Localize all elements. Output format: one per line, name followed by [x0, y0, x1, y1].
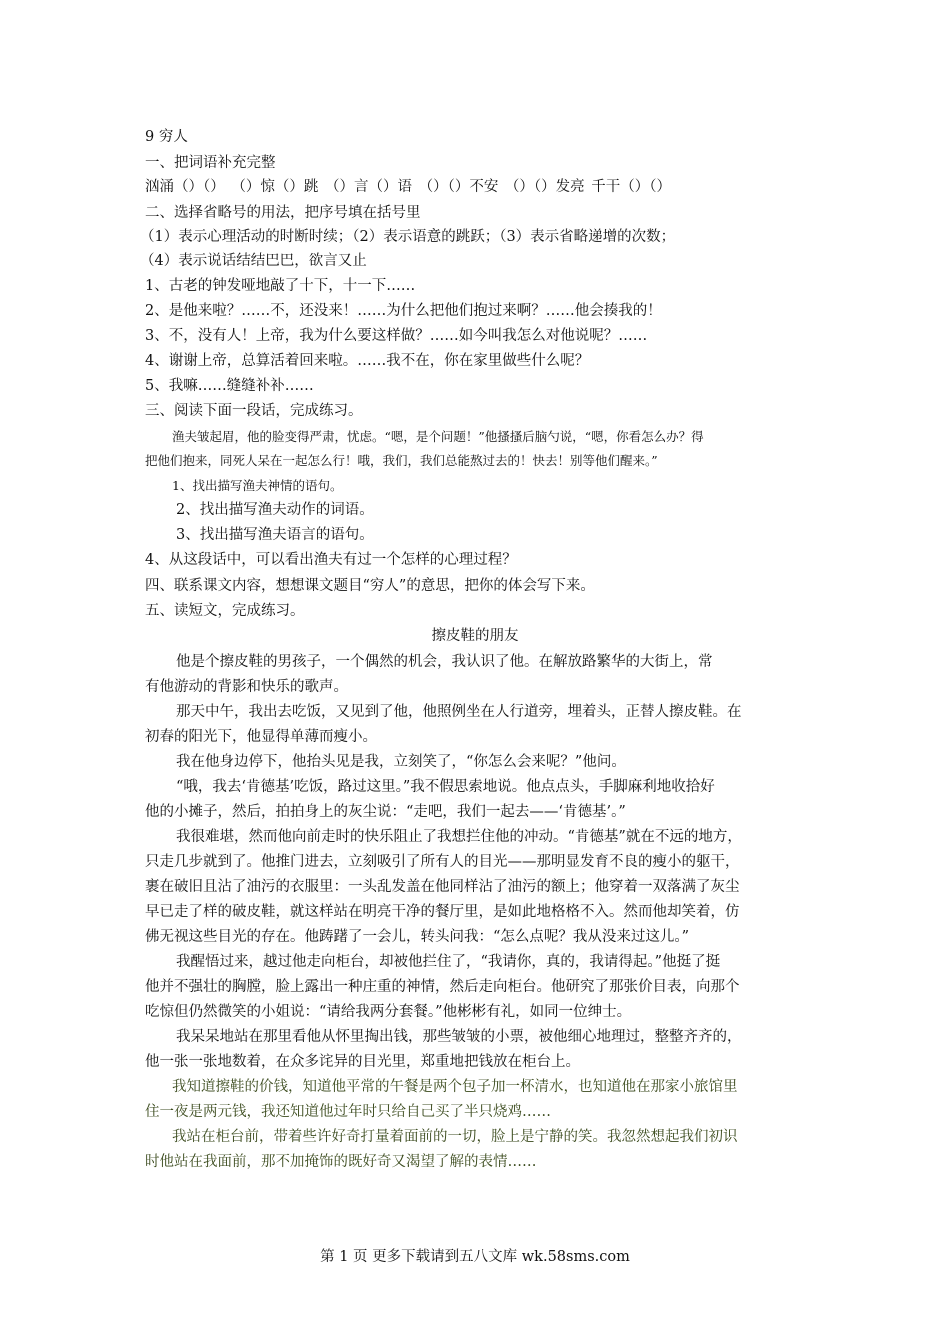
section2-question-1: 1、古老的钟发哑地敲了十下，十一下……	[145, 278, 416, 294]
story-line: 住一夜是两元钱，我还知道他过年时只给自己买了半只烧鸡……	[145, 1104, 551, 1120]
story-line: “哦，我去‘肯德基’吃饭，路过这里。”我不假思索地说。他点点头，手脚麻利地收拾好	[176, 779, 715, 795]
section3-question-3: 3、找出描写渔夫语言的语句。	[176, 527, 374, 543]
story-line: 时他站在我面前，那不加掩饰的既好奇又渴望了解的表情……	[145, 1154, 537, 1170]
section1-items: 汹涌（）（） （）惊（）跳 （）言（）语 （）（）不安 （）（）发亮 千干（）（）	[145, 179, 672, 195]
story-line: 初春的阳光下，他显得单薄而瘦小。	[145, 729, 377, 745]
section2-options-2: （4）表示说话结结巴巴，欲言又止	[140, 253, 367, 269]
section3-question-2: 2、找出描写渔夫动作的词语。	[176, 502, 374, 518]
story-line: 早已走了样的破皮鞋，就这样站在明亮干净的餐厅里，是如此地格格不入。然而他却笑着，仿	[145, 904, 740, 920]
story-line: 他是个擦皮鞋的男孩子，一个偶然的机会，我认识了他。在解放路繁华的大街上，常	[176, 654, 713, 670]
story-line: 我很难堪，然而他向前走时的快乐阻止了我想拦住他的冲动。“肯德基”就在不远的地方，	[176, 829, 742, 845]
section2-options-1: （1）表示心理活动的时断时续；（2）表示语意的跳跃；（3）表示省略递增的次数；	[140, 229, 676, 245]
story-line: 吃惊但仍然微笑的小姐说：“请给我两分套餐。”他彬彬有礼，如同一位绅士。	[145, 1004, 632, 1020]
story-line: 只走几步就到了。他推门进去，立刻吸引了所有人的目光——那明显发育不良的瘦小的躯干，	[145, 854, 740, 870]
story-line: 那天中午，我出去吃饭，又见到了他，他照例坐在人行道旁，埋着头，正替人擦皮鞋。在	[176, 704, 742, 720]
story-line: 他一张一张地数着，在众多诧异的目光里，郑重地把钱放在柜台上。	[145, 1054, 580, 1070]
section3-passage-line-1: 渔夫皱起眉，他的脸变得严肃，忧虑。“嗯，是个问题！”他搔搔后脑勺说，“嗯，你看怎么办？得	[172, 429, 704, 444]
section2-question-2: 2、是他来啦？……不，还没来！……为什么把他们抱过来啊？……他会揍我的！	[145, 303, 662, 319]
story-line: 他并不强壮的胸膛，脸上露出一种庄重的神情，然后走向柜台。他研究了那张价目表，向那个	[145, 979, 740, 995]
story-line: 佛无视这些目光的存在。他踌躇了一会儿，转头问我：“怎么点呢？我从没来过这儿。”	[145, 929, 690, 945]
story-title: 擦皮鞋的朋友	[431, 628, 519, 644]
story-line: 我醒悟过来，越过他走向柜台，却被他拦住了，“我请你，真的，我请得起。”他挺了挺	[176, 954, 721, 970]
section2-heading: 二、选择省略号的用法，把序号填在括号里	[145, 205, 421, 221]
story-line: 我呆呆地站在那里看他从怀里掏出钱，那些皱皱的小票，被他细心地理过，整整齐齐的，	[176, 1029, 742, 1045]
story-line: 我知道擦鞋的价钱，知道他平常的午餐是两个包子加一杯清水，也知道他在那家小旅馆里	[172, 1079, 738, 1095]
section3-heading: 三、阅读下面一段话，完成练习。	[145, 403, 363, 419]
section2-question-4: 4、谢谢上帝，总算活着回来啦。……我不在，你在家里做些什么呢？	[145, 353, 590, 369]
section4-heading: 四、联系课文内容，想想课文题目“穷人”的意思，把你的体会写下来。	[145, 578, 595, 594]
section5-heading: 五、读短文，完成练习。	[145, 603, 305, 619]
story-line: 他的小摊子，然后，拍拍身上的灰尘说：“走吧，我们一起去——‘肯德基’。”	[145, 804, 626, 820]
story-line: 裹在破旧且沾了油污的衣服里：一头乱发盖在他同样沾了油污的额上；他穿着一双落满了灰尘	[145, 879, 740, 895]
section1-heading: 一、把词语补充完整	[145, 155, 276, 171]
section2-question-3: 3、不，没有人！上帝，我为什么要这样做？……如今叫我怎么对他说呢？……	[145, 328, 648, 344]
page-footer: 第 1 页 更多下载请到五八文库 wk.58sms.com	[320, 1249, 630, 1265]
section3-question-4: 4、从这段话中，可以看出渔夫有过一个怎样的心理过程？	[145, 552, 517, 568]
lesson-title: 9 穷人	[145, 129, 188, 145]
story-line: 我在他身边停下，他抬头见是我，立刻笑了，“你怎么会来呢？”他问。	[176, 754, 626, 770]
story-line: 我站在柜台前，带着些许好奇打量着面前的一切，脸上是宁静的笑。我忽然想起我们初识	[172, 1129, 738, 1145]
section3-question-1: 1、找出描写渔夫神情的语句。	[172, 478, 343, 493]
story-line: 有他游动的背影和快乐的歌声。	[145, 679, 348, 695]
section3-passage-line-2: 把他们抱来，同死人呆在一起怎么行！哦，我们，我们总能熬过去的！快去！别等他们醒来。”	[145, 453, 658, 468]
section2-question-5: 5、我嘛……缝缝补补……	[145, 378, 314, 394]
